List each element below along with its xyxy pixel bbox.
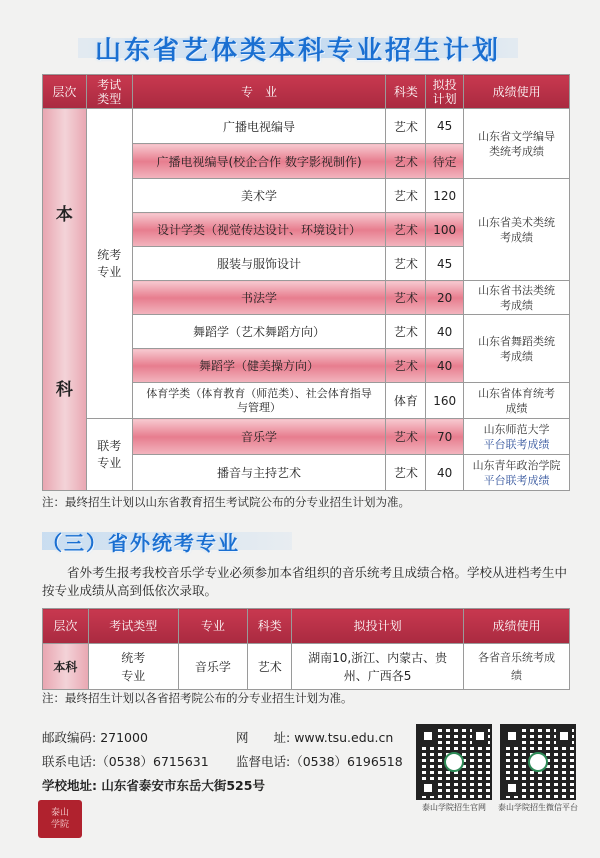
section-paragraph: 省外考生报考我校音乐学专业必须参加本省组织的音乐统考且成绩合格。学校从进档考生中按专业成绩从高到低依次录取。 — [42, 565, 568, 598]
category-cell: 艺术 — [248, 644, 292, 690]
header-category: 科类 — [386, 75, 426, 109]
major-cell: 音乐学 — [178, 644, 248, 690]
header-usage: 成绩使用 — [464, 609, 570, 644]
major-cell: 舞蹈学（健美操方向） — [132, 349, 386, 383]
major-cell: 体育学类（体育教育（师范类）、社会体育指导与管理） — [132, 383, 386, 419]
out-of-province-table — [42, 608, 570, 690]
category-cell: 艺术 — [386, 455, 426, 491]
table-row — [43, 109, 570, 144]
level-cell: 本科 — [43, 644, 89, 690]
plan-cell: 40 — [426, 315, 464, 349]
qr-code-icon[interactable] — [416, 724, 492, 800]
table-row — [43, 419, 570, 455]
plan-cell: 70 — [426, 419, 464, 455]
category-cell: 艺术 — [386, 179, 426, 213]
usage-cell: 山东省文学编导类统考成绩 — [464, 109, 570, 179]
header-plan: 拟投计划 — [426, 75, 464, 109]
header-usage: 成绩使用 — [464, 75, 570, 109]
level-cell: 本 科 — [43, 109, 87, 491]
plan-cell: 100 — [426, 213, 464, 247]
major-cell: 音乐学 — [132, 419, 386, 455]
usage-cell: 山东青年政治学院 平台联考成绩 — [464, 455, 570, 491]
plan-cell: 湖南10,浙江、内蒙古、贵州、广西各5 — [292, 644, 464, 690]
table-header-row — [43, 609, 570, 644]
qr-code-icon[interactable] — [500, 724, 576, 800]
major-cell: 广播电视编导(校企合作 数字影视制作) — [132, 144, 386, 179]
header-major: 专 业 — [132, 75, 386, 109]
usage-cell: 山东省舞蹈类统考成绩 — [464, 315, 570, 383]
category-cell: 艺术 — [386, 315, 426, 349]
category-cell: 艺术 — [386, 247, 426, 281]
plan-cell: 45 — [426, 247, 464, 281]
major-cell: 广播电视编导 — [132, 109, 386, 144]
school-logo-icon — [528, 752, 548, 772]
usage-cell: 各省音乐统考成绩 — [464, 644, 570, 690]
header-exam-type: 考试类型 — [88, 609, 178, 644]
qr-caption-wechat: 泰山学院招生微信平台 — [498, 803, 578, 812]
school-logo-icon — [444, 752, 464, 772]
qr-caption-website: 泰山学院招生官网 — [422, 803, 486, 812]
table-header-row — [43, 75, 570, 109]
header-level: 层次 — [43, 609, 89, 644]
category-cell: 艺术 — [386, 281, 426, 315]
school-address: 学校地址: 山东省泰安市东岳大街525号 — [42, 778, 265, 793]
header-category: 科类 — [248, 609, 292, 644]
plan-cell: 160 — [426, 383, 464, 419]
major-cell: 设计学类（视觉传达设计、环境设计） — [132, 213, 386, 247]
section-title: （三）省外统考专业 — [42, 528, 292, 554]
supervision-phone: 监督电话:（0538）6196518 — [236, 754, 403, 769]
category-cell: 艺术 — [386, 419, 426, 455]
header-exam-type: 考试类型 — [86, 75, 132, 109]
plan-cell: 40 — [426, 349, 464, 383]
category-cell: 艺术 — [386, 213, 426, 247]
plan-cell: 待定 — [426, 144, 464, 179]
major-cell: 服装与服饰设计 — [132, 247, 386, 281]
seal-stamp-icon: 泰山 学院 — [38, 800, 82, 838]
plan-cell: 45 — [426, 109, 464, 144]
header-major: 专业 — [178, 609, 248, 644]
header-level: 层次 — [43, 75, 87, 109]
category-cell: 艺术 — [386, 109, 426, 144]
postcode: 邮政编码: 271000 — [42, 730, 148, 745]
plan-cell: 120 — [426, 179, 464, 213]
header-plan: 拟投计划 — [292, 609, 464, 644]
usage-cell: 山东师范大学 平台联考成绩 — [464, 419, 570, 455]
contact-phone: 联系电话:（0538）6715631 — [42, 754, 209, 769]
website: 网 址: www.tsu.edu.cn — [236, 730, 394, 745]
major-cell: 舞蹈学（艺术舞蹈方向） — [132, 315, 386, 349]
category-cell: 艺术 — [386, 144, 426, 179]
exam-type-liankao: 联考专业 — [86, 419, 132, 491]
category-cell: 体育 — [386, 383, 426, 419]
exam-type-cell: 统考专业 — [88, 644, 178, 690]
plan-cell: 40 — [426, 455, 464, 491]
table2-note: 注：最终招生计划以各省招考院公布的分专业招生计划为准。 — [42, 691, 353, 705]
usage-cell: 山东省美术类统考成绩 — [464, 179, 570, 281]
exam-type-tongkao: 统考专业 — [86, 109, 132, 419]
usage-cell: 山东省书法类统考成绩 — [464, 281, 570, 315]
page-title: 山东省艺体类本科专业招生计划 — [78, 32, 518, 64]
enrollment-table — [42, 74, 570, 491]
major-cell: 播音与主持艺术 — [132, 455, 386, 491]
table1-note: 注：最终招生计划以山东省教育招生考试院公布的分专业招生计划为准。 — [42, 495, 410, 509]
major-cell: 书法学 — [132, 281, 386, 315]
category-cell: 艺术 — [386, 349, 426, 383]
usage-cell: 山东省体育统考成绩 — [464, 383, 570, 419]
plan-cell: 20 — [426, 281, 464, 315]
table-row — [43, 644, 570, 690]
major-cell: 美术学 — [132, 179, 386, 213]
